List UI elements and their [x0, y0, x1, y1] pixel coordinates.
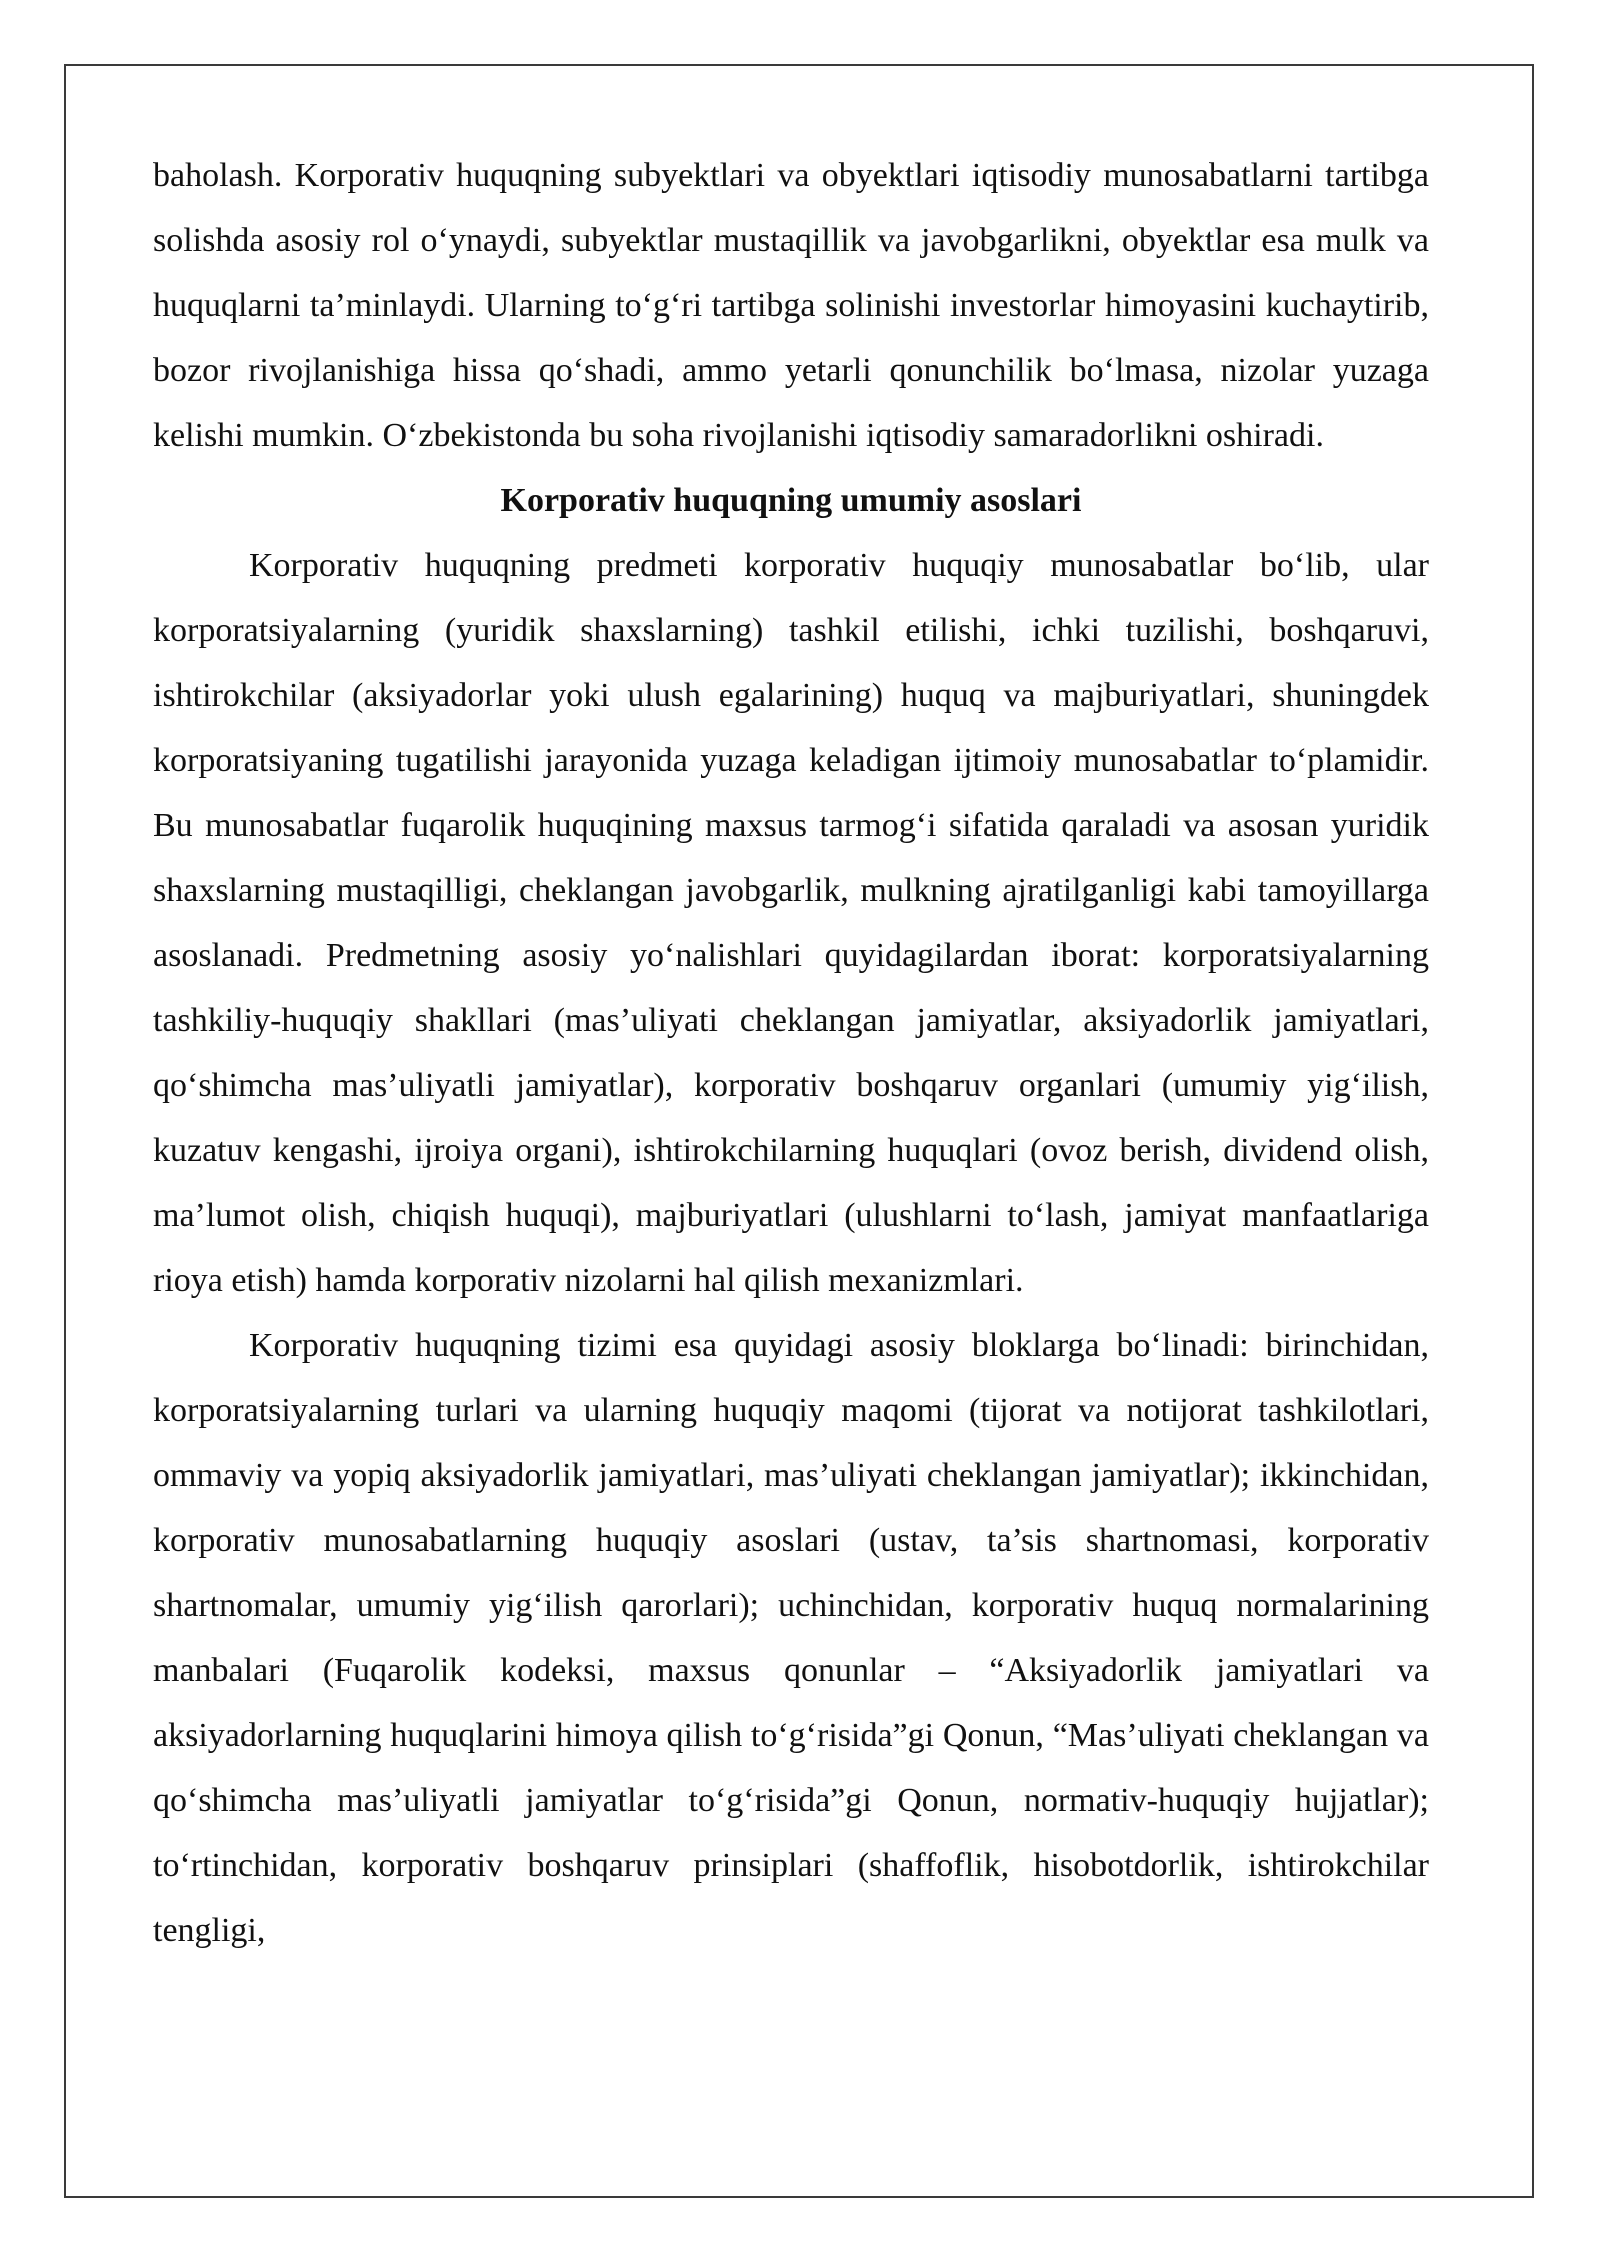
paragraph-system: Korporativ huquqning tizimi esa quyidagi asosiy bloklarga bo‘linadi: birinchidan, korporatsiyalarning turlari va ularning huquqiy maqomi (tijorat va notijorat tashkilotlari, ommaviy va yopiq aksiyadorlik jamiyatlari, mas’uliyati cheklangan jamiyatlar); ikkinchidan, korporativ munosabatlarning huquqiy asoslari (ustav, ta’sis shartnomasi, korporativ shartnomalar, umumiy yig‘ilish qarorlari); uchinchidan, korporativ huquq normalarining manbalari (Fuqarolik kodeksi, maxsus qonunlar – “Aksiyadorlik jamiyatlari va aksiyadorlarning huquqlarini himoya qilish to‘g‘risida”gi Qonun, “Mas’uliyati cheklangan va qo‘shimcha mas’uliyatli jamiyatlar to‘g‘risida”gi Qonun, normativ-huquqiy hujjatlar); to‘rtinchidan, korporativ boshqaruv prinsiplari (shaffoflik, hisobotdorlik, ishtirokchilar tengligi, — [153, 1327, 1429, 1949]
paragraph-subject: Korporativ huquqning predmeti korporativ huquqiy munosabatlar bo‘lib, ular korporatsiyalarning (yuridik shaxslarning) tashkil etilishi, ichki tuzilishi, boshqaruvi, ishtirokchilar (aksiyadorlar yoki ulush egalarining) huquq va majburiyatlari, shuningdek korporatsiyaning tugatilishi jarayonida yuzaga keladigan ijtimoiy munosabatlar to‘plamidir. Bu munosabatlar fuqarolik huquqining maxsus tarmog‘i sifatida qaraladi va asosan yuridik shaxslarning mustaqilligi, cheklangan javobgarlik, mulkning ajratilganligi kabi tamoyillarga asoslanadi. Predmetning asosiy yo‘nalishlari quyidagilardan iborat: korporatsiyalarning tashkiliy-huquqiy shakllari (mas’uliyati cheklangan jamiyatlar, aksiyadorlik jamiyatlari, qo‘shimcha mas’uliyatli jamiyatlar), korporativ boshqaruv organlari (umumiy yig‘ilish, kuzatuv kengashi, ijroiya organi), ishtirokchilarning huquqlari (ovoz berish, dividend olish, ma’lumot olish, chiqish huquqi), majburiyatlari (ulushlarni to‘lash, jamiyat manfaatlariga rioya etish) hamda korporativ nizolarni hal qilish mexanizmlari. — [153, 547, 1429, 1299]
section-heading: Korporativ huquqning umumiy asoslari — [500, 482, 1082, 519]
document-body — [153, 143, 1429, 1963]
paragraph-intro-continuation: baholash. Korporativ huquqning subyektlari va obyektlari iqtisodiy munosabatlarni tartibga solishda asosiy rol o‘ynaydi, subyektlar mustaqillik va javobgarlikni, obyektlar esa mulk va huquqlarni ta’minlaydi. Ularning to‘g‘ri tartibga solinishi investorlar himoyasini kuchaytirib, bozor rivojlanishiga hissa qo‘shadi, ammo yetarli qonunchilik bo‘lmasa, nizolar yuzaga kelishi mumkin. O‘zbekistonda bu soha rivojlanishi iqtisodiy samaradorlikni oshiradi. — [153, 157, 1429, 454]
